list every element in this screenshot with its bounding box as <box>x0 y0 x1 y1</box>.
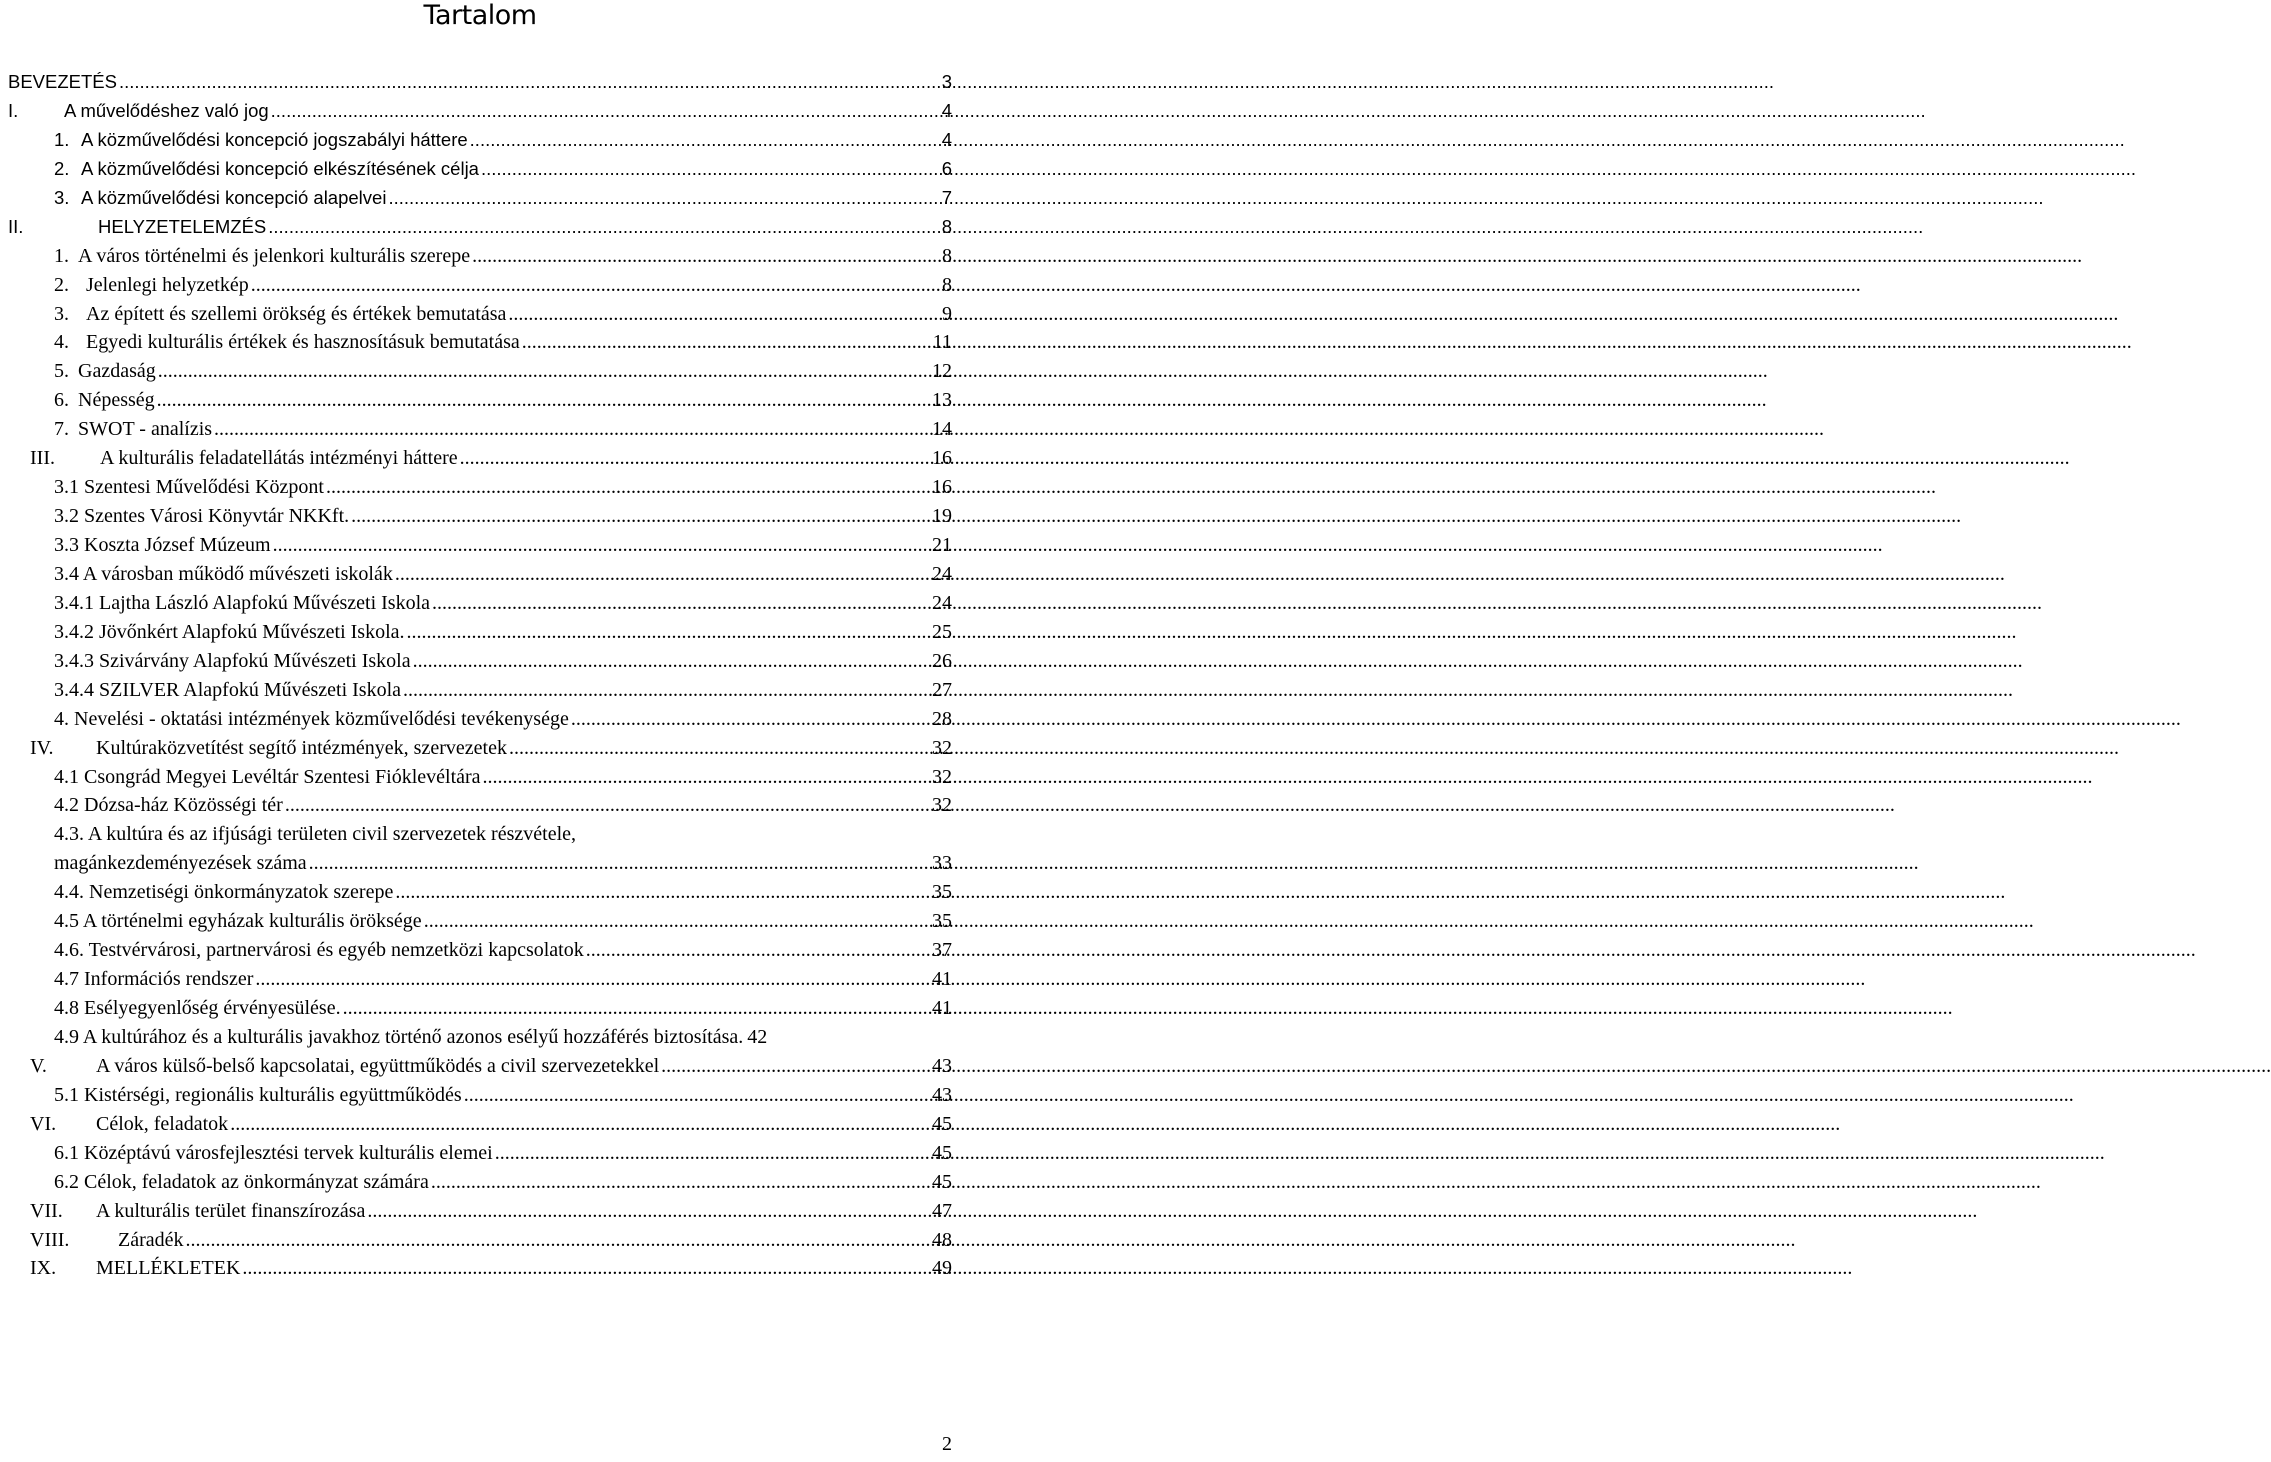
toc-entry-label: Egyedi kulturális értékek és hasznosításuk bemutatása <box>86 331 520 354</box>
toc-entry-number: VI. <box>30 1112 57 1135</box>
toc-entry-page: 43 <box>932 1054 952 1077</box>
toc-entry-page: 8 <box>941 215 952 237</box>
toc-entry-label: 4.4. Nemzetiségi önkormányzatok szerepe <box>54 881 394 904</box>
toc-dot-leader <box>255 967 930 991</box>
toc-entry-title <box>54 967 253 991</box>
toc-entry[interactable] <box>0 1224 960 1253</box>
toc-entry-title <box>30 1112 228 1136</box>
toc-entry-page: 24 <box>932 562 952 585</box>
toc-entry-label: 6.2 Célok, feladatok az önkormányzat számára <box>54 1170 429 1193</box>
toc-entry-number: III. <box>30 447 55 470</box>
toc-entry-page: 35 <box>932 881 952 904</box>
toc-entry-page: 21 <box>932 534 952 556</box>
page-title: Tartalom <box>423 0 537 31</box>
toc-dot-leader <box>326 475 930 499</box>
toc-entry-label: MELLÉKLETEK <box>96 1257 241 1280</box>
toc-dot-leader <box>285 793 930 817</box>
toc-entry-label: A közművelődési koncepció elkészítésének célja <box>81 157 479 179</box>
toc-dot-leader <box>388 186 939 210</box>
toc-entry-title <box>54 938 584 962</box>
toc-entry-title <box>54 475 324 499</box>
toc-entry[interactable] <box>0 95 960 124</box>
toc-entry-label: 4.7 Információs rendszer <box>54 968 254 991</box>
toc-entry-title <box>54 1141 493 1165</box>
toc-entry-page: 41 <box>932 968 952 991</box>
toc-entry-title <box>8 70 117 94</box>
toc-dot-leader <box>509 736 930 760</box>
toc-entry[interactable] <box>0 934 960 963</box>
toc-entry[interactable] <box>0 1166 960 1195</box>
toc-entry-title <box>54 388 155 412</box>
toc-entry[interactable] <box>0 471 960 500</box>
toc-entry-label: 4.5 A történelmi egyházak kulturális öröksége <box>54 910 422 933</box>
toc-dot-leader <box>251 273 940 297</box>
toc-entry-number: 6. <box>54 389 69 412</box>
toc-entry-label: Kultúraközvetítést segítő intézmények, szervezetek <box>96 736 507 759</box>
toc-entry-page: 19 <box>932 505 952 528</box>
toc-entry-label: 4.1 Csongrád Megyei Levéltár Szentesi Fióklevéltára <box>54 765 481 788</box>
toc-dot-leader <box>403 678 930 702</box>
toc-entry-page: 48 <box>932 1228 952 1251</box>
toc-entry-page: 7 <box>941 186 952 208</box>
toc-entry-page: 49 <box>932 1257 952 1280</box>
toc-entry[interactable] <box>0 413 960 442</box>
toc-entry-title <box>54 707 569 731</box>
toc-entry-label: SWOT - analízis <box>78 418 213 441</box>
toc-entry-label: magánkezdeményezések száma <box>54 852 307 875</box>
toc-entry-page: 8 <box>942 273 952 296</box>
toc-entry[interactable] <box>0 703 960 732</box>
toc-entry-title <box>30 1228 184 1252</box>
page-number: 2 <box>942 1433 952 1455</box>
toc-entry-title <box>54 359 156 383</box>
toc-dot-leader <box>230 1112 930 1136</box>
toc-dot-leader <box>242 1256 930 1280</box>
toc-dot-leader <box>351 504 930 528</box>
toc-entry-number: II. <box>8 215 24 237</box>
toc-entry-title <box>54 591 430 615</box>
toc-entry-page: 11 <box>932 331 952 354</box>
toc-entry-label: A város történelmi és jelenkori kulturális szerepe <box>78 244 471 267</box>
toc-entry-page: 41 <box>932 997 952 1019</box>
toc-entry[interactable] <box>0 761 960 790</box>
toc-entry[interactable] <box>0 1195 960 1224</box>
toc-entry-number: VII. <box>30 1199 63 1222</box>
toc-entry-number: 1. <box>54 244 69 267</box>
toc-entry[interactable] <box>0 674 960 703</box>
toc-entry-title <box>54 996 341 1020</box>
toc-dot-leader <box>271 99 940 123</box>
toc-entry-title <box>30 1199 365 1223</box>
toc-entry[interactable] <box>0 847 960 876</box>
toc-entry-title <box>54 649 411 673</box>
toc-entry[interactable] <box>0 645 960 674</box>
table-of-contents <box>0 66 960 1281</box>
toc-dot-leader <box>395 880 930 904</box>
toc-entry-label: Jelenlegi helyzetkép <box>86 273 249 296</box>
toc-entry-page: 37 <box>932 939 952 962</box>
toc-entry-label: 3.2 Szentes Városi Könyvtár NKKft. <box>54 505 350 528</box>
toc-entry-page: 25 <box>932 620 952 643</box>
toc-entry-title <box>54 823 576 845</box>
toc-entry-number: IV. <box>30 736 54 759</box>
toc-entry-label: 3.1 Szentesi Művelődési Központ <box>54 476 324 499</box>
toc-dot-leader <box>157 388 930 412</box>
toc-dot-leader <box>214 417 930 441</box>
toc-entry[interactable] <box>0 124 960 153</box>
toc-entry-label: 3.4.2 Jövőnkért Alapfokú Művészeti Iskola. <box>54 620 405 643</box>
toc-entry[interactable] <box>0 789 960 818</box>
toc-entry-label: 3.4 A városban működő művészeti iskolák <box>54 562 393 585</box>
toc-dot-leader <box>495 1141 930 1165</box>
toc-entry-number: 5. <box>54 360 69 383</box>
toc-entry-page: 35 <box>932 910 952 933</box>
toc-entry[interactable] <box>0 500 960 529</box>
toc-entry-page: 4 <box>941 99 952 121</box>
toc-entry-number: 4. <box>54 331 69 354</box>
toc-entry-label: 4. Nevelési - oktatási intézmények közművelődési tevékenysége <box>54 707 569 730</box>
toc-entry[interactable] <box>0 818 960 847</box>
toc-entry-page: 4 <box>941 128 952 150</box>
toc-dot-leader <box>481 157 940 181</box>
toc-entry-number: 2. <box>54 157 70 179</box>
toc-entry-title <box>54 504 349 528</box>
toc-entry-number: 3. <box>54 302 69 325</box>
toc-dot-leader <box>268 215 939 239</box>
toc-entry-page: 32 <box>932 794 952 817</box>
toc-dot-leader <box>424 909 930 933</box>
toc-entry[interactable] <box>0 1137 960 1166</box>
toc-dot-leader <box>367 1199 930 1223</box>
toc-entry[interactable] <box>0 1021 960 1050</box>
toc-entry-title <box>54 562 393 586</box>
toc-entry-page: 28 <box>932 707 952 730</box>
toc-entry[interactable] <box>0 732 960 761</box>
toc-entry-page: 45 <box>932 1170 952 1193</box>
toc-entry[interactable] <box>0 442 960 471</box>
toc-entry-number: VIII. <box>30 1228 70 1251</box>
toc-entry-title <box>30 1054 659 1078</box>
toc-dot-leader <box>309 851 930 875</box>
toc-entry-title <box>54 1170 429 1194</box>
toc-entry-label: 4.3. A kultúra és az ifjúsági területen civil szervezetek részvétele, <box>54 823 577 846</box>
toc-entry[interactable] <box>0 963 960 992</box>
toc-dot-leader <box>413 649 930 673</box>
toc-entry-page: 9 <box>942 302 952 325</box>
toc-entry-page: 33 <box>932 852 952 875</box>
toc-entry-page: 14 <box>932 418 952 441</box>
toc-entry-label: 6.1 Középtávú városfejlesztési tervek kulturális elemei <box>54 1141 493 1164</box>
toc-entry-page: 8 <box>942 244 952 267</box>
toc-entry[interactable] <box>0 529 960 558</box>
toc-dot-leader <box>483 765 930 789</box>
toc-entry-label: 5.1 Kistérségi, regionális kulturális együttműködés <box>54 1083 462 1106</box>
toc-entry-label: Záradék <box>118 1228 184 1251</box>
toc-entry[interactable] <box>0 558 960 587</box>
toc-entry-label: BEVEZETÉS <box>8 71 117 92</box>
toc-entry-label: A közművelődési koncepció alapelvei <box>81 186 387 208</box>
toc-entry[interactable] <box>0 153 960 182</box>
toc-dot-leader <box>395 562 930 586</box>
toc-entry-label: Az épített és szellemi örökség és értékek bemutatása <box>86 302 507 325</box>
toc-entry-page: 32 <box>932 736 952 759</box>
toc-entry-label: 3.3 Koszta József Múzeum <box>54 534 271 556</box>
toc-entry[interactable] <box>0 1050 960 1079</box>
toc-entry[interactable] <box>0 1252 960 1281</box>
toc-entry-number: 2. <box>54 273 69 296</box>
toc-entry-title <box>54 851 307 875</box>
toc-entry-page: 42 <box>747 1025 768 1048</box>
toc-entry-label: A város külső-belső kapcsolatai, együttműködés a civil szervezetekkel <box>96 1054 660 1077</box>
toc-entry-page: 3 <box>941 71 952 92</box>
toc-dot-leader <box>158 359 930 383</box>
toc-entry-title <box>54 533 271 557</box>
toc-entry[interactable] <box>0 876 960 905</box>
toc-entry-page: 24 <box>932 591 952 614</box>
toc-entry[interactable] <box>0 1108 960 1137</box>
toc-entry-label: 3.4.3 Szivárvány Alapfokú Művészeti Iskola <box>54 649 411 672</box>
toc-entry[interactable] <box>0 298 960 327</box>
toc-entry-page: 45 <box>932 1141 952 1164</box>
toc-dot-leader <box>432 591 930 615</box>
toc-entry-title <box>54 157 479 181</box>
toc-entry[interactable] <box>0 384 960 413</box>
toc-dot-leader <box>460 446 930 470</box>
toc-entry-page: 32 <box>932 765 952 788</box>
toc-entry[interactable] <box>0 616 960 645</box>
toc-entry[interactable] <box>0 240 960 269</box>
toc-entry-number: I. <box>8 99 19 121</box>
toc-entry-page: 45 <box>932 1112 952 1135</box>
toc-dot-leader <box>407 620 931 644</box>
toc-entry-page: 26 <box>932 649 952 672</box>
toc-entry-title <box>30 446 458 470</box>
toc-entry-page: 27 <box>932 678 952 701</box>
toc-entry-title <box>54 273 249 297</box>
toc-entry-number: IX. <box>30 1257 57 1280</box>
toc-entry-number: 1. <box>54 128 70 150</box>
toc-entry-title <box>54 765 481 789</box>
toc-dot-leader <box>464 1083 930 1107</box>
toc-entry-title <box>54 678 401 702</box>
toc-entry-title <box>54 880 393 904</box>
toc-entry-label: 4.6. Testvérvárosi, partnervárosi és egyéb nemzetközi kapcsolatok <box>54 939 584 962</box>
toc-entry-title <box>30 1256 240 1280</box>
toc-entry-label: HELYZETELEMZÉS <box>98 215 267 237</box>
toc-dot-leader <box>472 244 940 268</box>
toc-entry-title <box>54 128 468 152</box>
toc-entry-number: 7. <box>54 418 69 441</box>
toc-dot-leader <box>431 1170 930 1194</box>
toc-entry-page: 12 <box>932 360 952 383</box>
toc-entry-title <box>54 1083 462 1107</box>
toc-entry-title <box>54 1025 743 1049</box>
toc-entry-label: Népesség <box>78 389 155 412</box>
toc-entry[interactable] <box>0 905 960 934</box>
toc-entry-title <box>54 793 283 817</box>
toc-entry-page: 16 <box>932 476 952 499</box>
toc-entry[interactable] <box>0 326 960 355</box>
toc-entry-title <box>8 99 269 123</box>
toc-entry-title <box>30 736 507 760</box>
toc-entry-label: 4.8 Esélyegyenlőség érvényesülése. <box>54 997 341 1019</box>
toc-dot-leader <box>470 128 940 152</box>
toc-dot-leader <box>508 302 940 326</box>
toc-dot-leader <box>186 1228 930 1252</box>
toc-entry-title <box>54 244 470 268</box>
toc-entry-label: 4.2 Dózsa-ház Közösségi tér <box>54 794 283 817</box>
toc-entry-title <box>8 215 266 239</box>
toc-entry-title <box>54 417 212 441</box>
toc-entry[interactable] <box>0 211 960 240</box>
toc-entry-page: 6 <box>941 157 952 179</box>
toc-entry-title <box>54 620 405 644</box>
toc-dot-leader <box>343 996 930 1020</box>
toc-entry-title <box>54 186 386 210</box>
toc-entry-label: A művelődéshez való jog <box>64 99 269 121</box>
toc-entry-page: 47 <box>932 1199 952 1222</box>
toc-entry-title <box>54 909 422 933</box>
toc-entry[interactable] <box>0 355 960 384</box>
toc-entry-label: 3.4.1 Lajtha László Alapfokú Művészeti Iskola <box>54 591 431 614</box>
toc-entry-label: 4.9 A kultúrához és a kulturális javakhoz történő azonos esélyű hozzáférés biztosítása. <box>54 1025 744 1048</box>
toc-dot-leader <box>119 70 940 94</box>
toc-dot-leader <box>522 330 931 354</box>
toc-entry[interactable] <box>0 182 960 211</box>
toc-dot-leader <box>586 938 930 962</box>
toc-dot-leader <box>571 707 930 731</box>
toc-entry[interactable] <box>0 66 960 95</box>
toc-entry[interactable] <box>0 992 960 1021</box>
toc-entry[interactable] <box>0 587 960 616</box>
toc-entry-title <box>54 302 506 326</box>
toc-entry-label: Célok, feladatok <box>96 1112 229 1135</box>
toc-entry-page: 16 <box>932 447 952 470</box>
toc-entry[interactable] <box>0 269 960 298</box>
toc-entry[interactable] <box>0 1079 960 1108</box>
toc-entry-label: A közművelődési koncepció jogszabályi háttere <box>81 128 468 150</box>
toc-entry-label: 3.4.4 SZILVER Alapfokú Művészeti Iskola <box>54 678 402 701</box>
toc-entry-label: A kulturális terület finanszírozása <box>96 1199 366 1222</box>
toc-entry-page: 43 <box>932 1083 952 1106</box>
toc-entry-number: V. <box>30 1054 47 1077</box>
toc-entry-label: A kulturális feladatellátás intézményi háttere <box>100 447 458 470</box>
toc-entry-label: Gazdaság <box>78 360 156 383</box>
toc-dot-leader <box>661 1054 930 1078</box>
toc-entry-page: 13 <box>932 389 952 412</box>
toc-dot-leader <box>273 533 930 557</box>
toc-entry-title <box>54 330 520 354</box>
toc-entry-number: 3. <box>54 186 70 208</box>
